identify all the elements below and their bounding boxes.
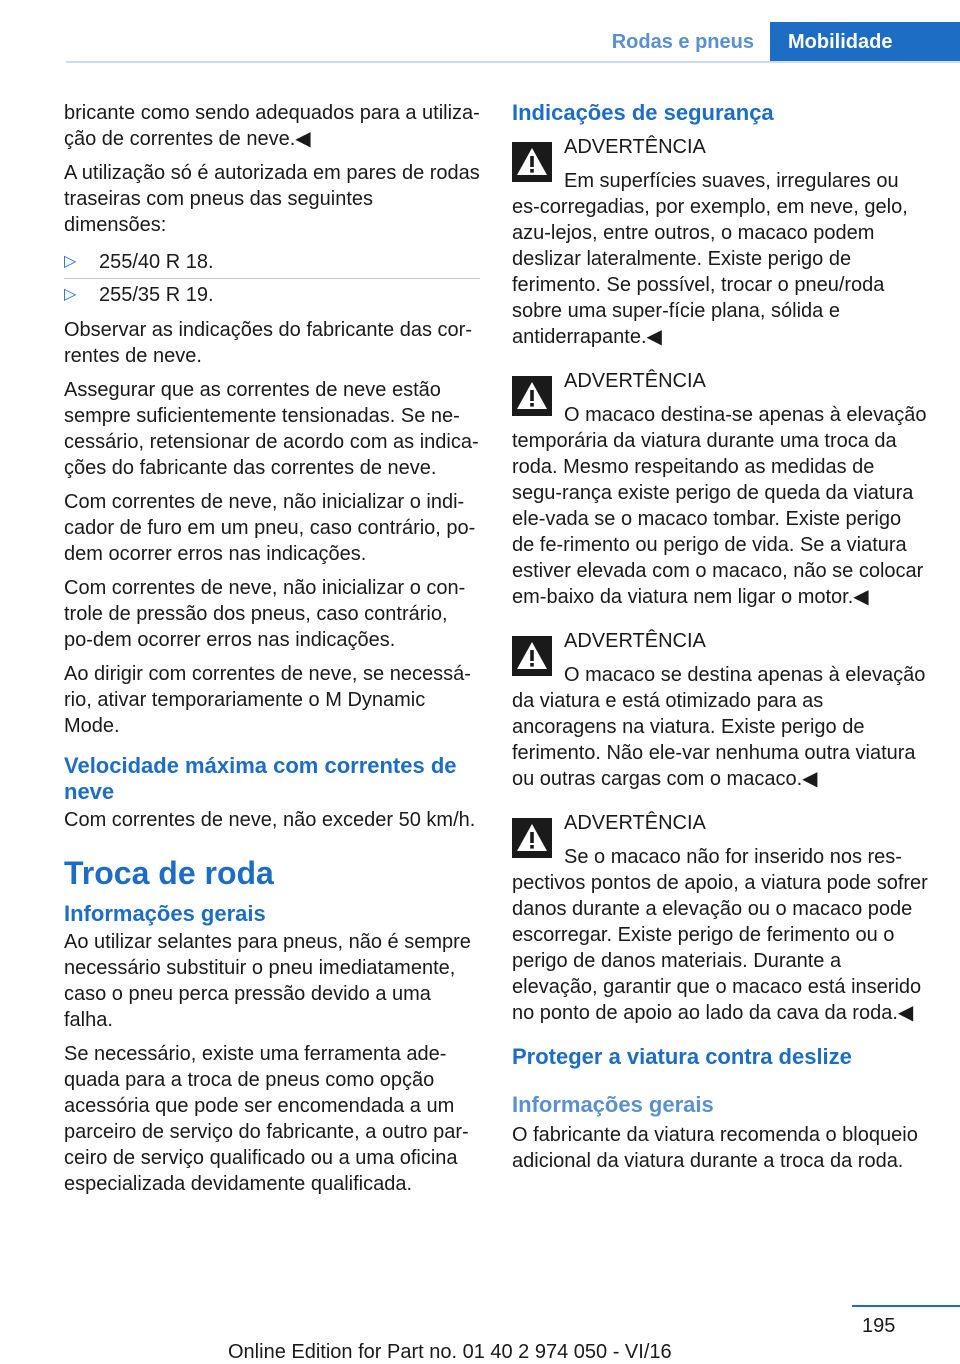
paragraph: Ao utilizar selantes para pneus, não é sempre necessário substituir o pneu imediatamente, caso o pneu perca pressão devido a uma falha.: [64, 931, 471, 1031]
right-column: [512, 100, 928, 1182]
warning-text: O macaco se destina apenas à elevação da viatura e está otimizado para as ancoragens na viatura. Existe perigo de ferimento. Não ele‐var nenhuma outra viatura ou outras cargas com o macaco.◀: [512, 664, 926, 790]
bullet-triangle-icon: ▷: [64, 253, 77, 270]
paragraph: Com correntes de neve, não exceder 50 km/h.: [64, 809, 476, 831]
paragraph: Com correntes de neve, não inicializar o con‐trole de pressão dos pneus, caso contrário, po‐dem ocorrer erros nas indicações.: [64, 577, 466, 651]
warning-block: [512, 368, 928, 610]
warning-block: [512, 628, 928, 792]
warning-triangle-icon: [512, 818, 552, 858]
warning-triangle-icon: [512, 142, 552, 182]
warning-triangle-icon: [512, 636, 552, 676]
edition-note: Online Edition for Part no. 01 40 2 974 050 - VI/16: [228, 1341, 672, 1363]
footer-divider: [852, 1305, 960, 1307]
heading-wheel-change: Troca de roda: [64, 855, 274, 891]
page-number: 195: [862, 1315, 896, 1337]
heading-max-speed: Velocidade máxima com correntes de neve: [64, 753, 457, 804]
tire-size-list: [64, 246, 480, 311]
paragraph: Assegurar que as correntes de neve estão sempre suficientemente tensionadas. Se ne‐cessário, retensionar de acordo com as indica‐ções do fabricante das correntes de neve.: [64, 379, 479, 479]
warning-block: [512, 134, 928, 350]
warning-title: ADVERTÊNCIA: [564, 812, 706, 834]
paragraph: Observar as indicações do fabricante das cor‐rentes de neve.: [64, 319, 472, 367]
warning-block: [512, 810, 928, 1026]
paragraph: O fabricante da viatura recomenda o bloqueio adicional da viatura durante a troca da roda.: [512, 1124, 918, 1172]
list-item: ▷ 255/40 R 18.: [64, 246, 480, 279]
paragraph: Ao dirigir com correntes de neve, se necessá‐rio, ativar temporariamente o M Dynamic Mode.: [64, 663, 471, 737]
heading-safety: Indicações de segurança: [512, 100, 774, 125]
warning-title: ADVERTÊNCIA: [564, 630, 706, 652]
page-header: [596, 22, 960, 62]
warning-text: Em superfícies suaves, irregulares ou es‐corregadias, por exemplo, em neve, gelo, azu‐lejos, entre outros, o macaco podem deslizar lateralmente. Existe perigo de ferimento. Se possível, trocar o pneu/roda sobre uma super‐fície plana, sólida e antiderrapante.◀: [512, 170, 908, 348]
warning-text: O macaco destina-se apenas à elevação temporária da viatura durante uma troca da roda. Mesmo respeitando as medidas de segu‐rança existe perigo de queda da viatura ele‐vada se o macaco tombar. Existe perigo de fe‐rimento ou perigo de vida. Se a viatura estiver elevada com o macaco, não se colocar em‐baixo da viatura nem ligar o motor.◀: [512, 404, 927, 608]
heading-secure-vehicle: Proteger a viatura contra deslize: [512, 1044, 852, 1069]
paragraph: Com correntes de neve, não inicializar o indi‐cador de furo em um pneu, caso contrário, po‐dem ocorrer erros nas indicações.: [64, 491, 476, 565]
paragraph: bricante como sendo adequados para a utiliza‐ção de correntes de neve.◀: [64, 102, 480, 150]
heading-general-info: Informações gerais: [64, 901, 266, 926]
section-title[interactable]: Rodas e pneus: [596, 22, 770, 62]
warning-title: ADVERTÊNCIA: [564, 136, 706, 158]
chapter-tab[interactable]: Mobilidade: [770, 22, 960, 62]
paragraph: Se necessário, existe uma ferramenta ade‐quada para a troca de pneus como opção acessória que pode ser encomendada a um parceiro de serviço do fabricante, a outro par‐ceiro de serviço qualificado ou a uma oficina especializada devidamente qualificada.: [64, 1043, 469, 1195]
warning-text: Se o macaco não for inserido nos res‐pectivos pontos de apoio, a viatura pode sofrer danos durante a elevação ou o macaco pode escorregar. Existe perigo de ferimento ou o perigo de danos materiais. Durante a elevação, garantir que o macaco está inserido no ponto de apoio ao lado da cava da roda.◀: [512, 846, 928, 1024]
warning-title: ADVERTÊNCIA: [564, 370, 706, 392]
bullet-triangle-icon: ▷: [64, 286, 77, 303]
paragraph: A utilização só é autorizada em pares de rodas traseiras com pneus das seguintes dimensões:: [64, 162, 480, 236]
heading-general-info: Informações gerais: [512, 1092, 714, 1117]
list-item: ▷ 255/35 R 19.: [64, 284, 214, 306]
left-column: [64, 100, 480, 1205]
warning-triangle-icon: [512, 376, 552, 416]
header-divider: [66, 61, 960, 63]
